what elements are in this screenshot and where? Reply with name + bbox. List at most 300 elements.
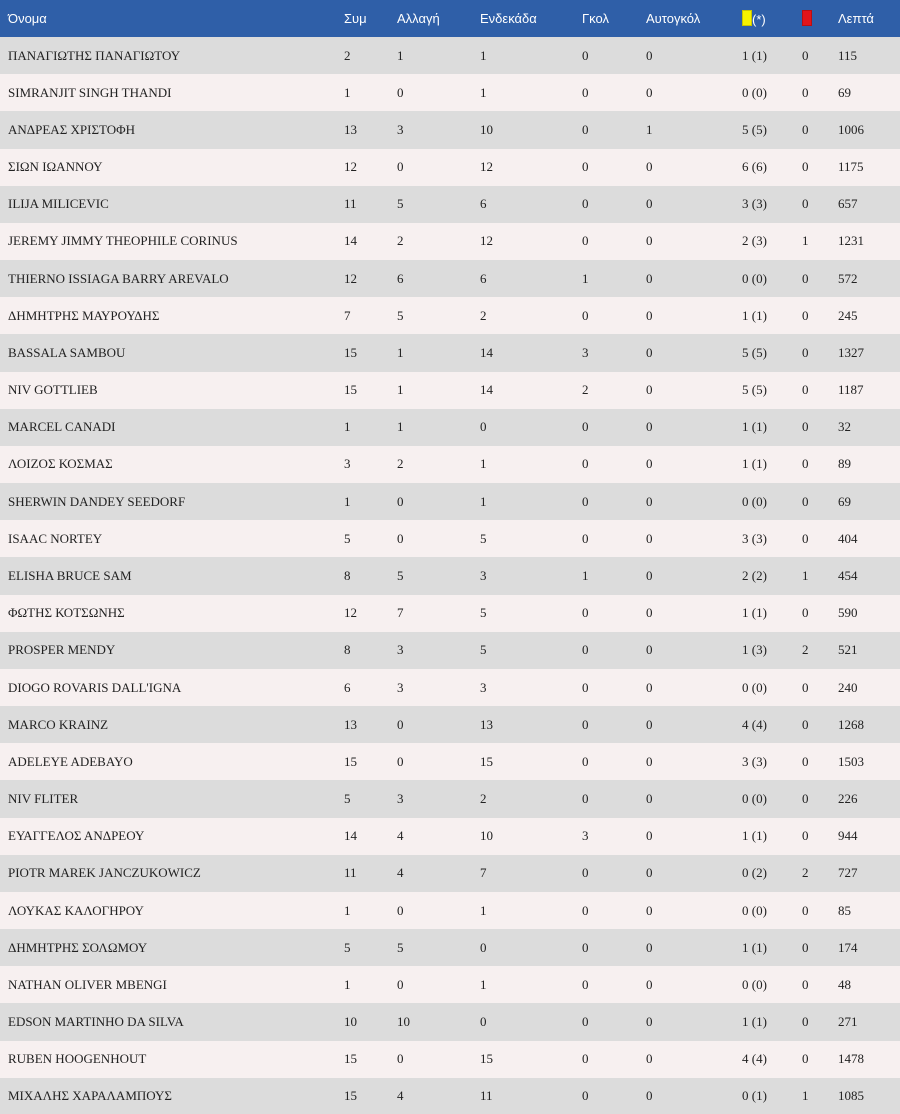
player-minutes: 115 [838, 47, 858, 63]
table-header-row [0, 0, 900, 37]
player-name[interactable]: ΜΙΧΑΛΗΣ ΧΑΡΑΛΑΜΠΟΥΣ [8, 1088, 172, 1104]
player-yellow: 1 (1) [742, 605, 767, 621]
player-name[interactable]: ILIJA MILICEVIC [8, 196, 109, 212]
player-apps: 12 [344, 270, 357, 286]
player-red: 0 [802, 939, 809, 955]
player-yellow: 4 (4) [742, 716, 767, 732]
player-start: 2 [480, 307, 487, 323]
player-start: 0 [480, 1014, 487, 1030]
player-minutes: 944 [838, 828, 858, 844]
player-red: 0 [802, 84, 809, 100]
table-row [0, 520, 900, 557]
player-goals: 0 [582, 159, 589, 175]
player-goals: 0 [582, 419, 589, 435]
player-own-goals: 0 [646, 159, 653, 175]
player-own-goals: 0 [646, 1088, 653, 1104]
player-name[interactable]: BASSALA SAMBOU [8, 344, 126, 360]
player-apps: 8 [344, 642, 351, 658]
player-sub: 2 [397, 233, 404, 249]
player-yellow: 0 (0) [742, 902, 767, 918]
player-goals: 0 [582, 233, 589, 249]
player-own-goals: 0 [646, 679, 653, 695]
player-start: 11 [480, 1088, 493, 1104]
player-sub: 5 [397, 939, 404, 955]
player-own-goals: 0 [646, 642, 653, 658]
player-yellow: 2 (2) [742, 567, 767, 583]
player-red: 1 [802, 233, 809, 249]
player-red: 0 [802, 493, 809, 509]
player-apps: 10 [344, 1014, 357, 1030]
table-row [0, 186, 900, 223]
player-own-goals: 0 [646, 270, 653, 286]
player-yellow: 3 (3) [742, 530, 767, 546]
player-minutes: 657 [838, 196, 858, 212]
col-header-apps[interactable]: Συμ [344, 11, 367, 26]
player-sub: 1 [397, 344, 404, 360]
table-row [0, 632, 900, 669]
player-apps: 15 [344, 1051, 357, 1067]
player-yellow: 6 (6) [742, 159, 767, 175]
table-row [0, 855, 900, 892]
player-sub: 3 [397, 642, 404, 658]
player-yellow: 0 (0) [742, 976, 767, 992]
player-minutes: 69 [838, 84, 851, 100]
col-header-own-goals[interactable]: Αυτογκόλ [646, 11, 701, 26]
player-goals: 0 [582, 1088, 589, 1104]
player-minutes: 590 [838, 605, 858, 621]
player-apps: 5 [344, 530, 351, 546]
player-red: 0 [802, 196, 809, 212]
player-red: 0 [802, 419, 809, 435]
player-own-goals: 0 [646, 456, 653, 472]
player-own-goals: 0 [646, 419, 653, 435]
player-minutes: 85 [838, 902, 851, 918]
player-start: 1 [480, 47, 487, 63]
player-apps: 8 [344, 567, 351, 583]
player-own-goals: 0 [646, 1051, 653, 1067]
player-start: 1 [480, 976, 487, 992]
player-sub: 0 [397, 716, 404, 732]
player-sub: 3 [397, 121, 404, 137]
player-name[interactable]: MARCO KRAINZ [8, 716, 109, 732]
player-own-goals: 0 [646, 84, 653, 100]
player-apps: 14 [344, 828, 357, 844]
player-red: 0 [802, 976, 809, 992]
player-minutes: 404 [838, 530, 858, 546]
table-row [0, 223, 900, 260]
player-sub: 0 [397, 976, 404, 992]
player-sub: 0 [397, 493, 404, 509]
col-header-start[interactable]: Ενδεκάδα [480, 11, 537, 26]
table-row [0, 1003, 900, 1040]
player-goals: 0 [582, 791, 589, 807]
player-red: 1 [802, 567, 809, 583]
player-start: 1 [480, 493, 487, 509]
player-yellow: 3 (3) [742, 753, 767, 769]
player-start: 10 [480, 121, 493, 137]
player-start: 12 [480, 159, 493, 175]
player-own-goals: 0 [646, 307, 653, 323]
player-yellow: 0 (0) [742, 679, 767, 695]
player-start: 6 [480, 270, 487, 286]
player-minutes: 48 [838, 976, 851, 992]
player-own-goals: 0 [646, 196, 653, 212]
player-name[interactable]: ΠΑΝΑΓΙΩΤΗΣ ΠΑΝΑΓΙΩΤΟΥ [8, 47, 181, 63]
player-goals: 0 [582, 1051, 589, 1067]
player-sub: 0 [397, 530, 404, 546]
player-minutes: 1175 [838, 159, 864, 175]
player-red: 2 [802, 642, 809, 658]
player-red: 0 [802, 307, 809, 323]
col-header-goals[interactable]: Γκολ [582, 11, 609, 26]
table-row [0, 743, 900, 780]
player-sub: 0 [397, 84, 404, 100]
red-card-icon [802, 10, 812, 26]
player-minutes: 89 [838, 456, 851, 472]
player-goals: 0 [582, 605, 589, 621]
player-apps: 12 [344, 159, 357, 175]
player-minutes: 1006 [838, 121, 864, 137]
table-row [0, 446, 900, 483]
col-header-name[interactable]: Όνομα [8, 11, 47, 26]
player-start: 10 [480, 828, 493, 844]
player-sub: 3 [397, 679, 404, 695]
player-minutes: 521 [838, 642, 858, 658]
player-yellow: 5 (5) [742, 121, 767, 137]
player-yellow: 1 (1) [742, 456, 767, 472]
table-row [0, 37, 900, 74]
player-red: 0 [802, 159, 809, 175]
player-red: 0 [802, 344, 809, 360]
player-minutes: 454 [838, 567, 858, 583]
player-yellow: 1 (3) [742, 642, 767, 658]
player-minutes: 245 [838, 307, 858, 323]
player-apps: 5 [344, 791, 351, 807]
player-goals: 0 [582, 716, 589, 732]
player-red: 0 [802, 902, 809, 918]
player-red: 2 [802, 865, 809, 881]
player-goals: 0 [582, 121, 589, 137]
player-start: 5 [480, 605, 487, 621]
col-header-red[interactable] [794, 0, 830, 37]
player-yellow: 0 (1) [742, 1088, 767, 1104]
player-own-goals: 0 [646, 902, 653, 918]
player-minutes: 727 [838, 865, 858, 881]
player-sub: 1 [397, 419, 404, 435]
player-yellow: 3 (3) [742, 196, 767, 212]
player-red: 0 [802, 121, 809, 137]
player-goals: 0 [582, 307, 589, 323]
player-apps: 1 [344, 84, 351, 100]
player-yellow: 1 (1) [742, 939, 767, 955]
player-minutes: 1187 [838, 382, 864, 398]
player-name[interactable]: ΑΝΔΡΕΑΣ ΧΡΙΣΤΟΦΗ [8, 121, 136, 137]
player-yellow: 0 (2) [742, 865, 767, 881]
player-goals: 0 [582, 642, 589, 658]
player-name[interactable]: ISAAC NORTEY [8, 530, 103, 546]
col-header-yellow[interactable] [734, 0, 794, 37]
player-name[interactable]: MARCEL CANADI [8, 419, 116, 435]
player-sub: 5 [397, 567, 404, 583]
player-yellow: 0 (0) [742, 493, 767, 509]
player-own-goals: 0 [646, 791, 653, 807]
player-goals: 1 [582, 270, 589, 286]
player-goals: 0 [582, 84, 589, 100]
player-minutes: 32 [838, 419, 851, 435]
player-name[interactable]: JEREMY JIMMY THEOPHILE CORINUS [8, 233, 238, 249]
player-goals: 0 [582, 753, 589, 769]
player-goals: 0 [582, 976, 589, 992]
player-own-goals: 1 [646, 121, 653, 137]
player-apps: 2 [344, 47, 351, 63]
player-minutes: 240 [838, 679, 858, 695]
player-start: 13 [480, 716, 493, 732]
player-apps: 13 [344, 716, 357, 732]
table-row [0, 706, 900, 743]
player-apps: 11 [344, 196, 357, 212]
player-name[interactable]: ELISHA BRUCE SAM [8, 567, 132, 583]
player-apps: 15 [344, 1088, 357, 1104]
player-minutes: 226 [838, 791, 858, 807]
player-name[interactable]: NATHAN OLIVER MBENGI [8, 976, 167, 992]
player-red: 0 [802, 679, 809, 695]
player-name[interactable]: SHERWIN DANDEY SEEDORF [8, 493, 186, 509]
player-goals: 2 [582, 382, 589, 398]
player-name[interactable]: RUBEN HOOGENHOUT [8, 1051, 147, 1067]
player-goals: 0 [582, 47, 589, 63]
player-own-goals: 0 [646, 493, 653, 509]
player-own-goals: 0 [646, 753, 653, 769]
player-goals: 0 [582, 456, 589, 472]
player-apps: 1 [344, 976, 351, 992]
player-red: 0 [802, 456, 809, 472]
player-yellow: 1 (1) [742, 1014, 767, 1030]
table-row [0, 929, 900, 966]
player-minutes: 572 [838, 270, 858, 286]
player-sub: 4 [397, 1088, 404, 1104]
player-name[interactable]: ΕΥΑΓΓΕΛΟΣ ΑΝΔΡΕΟΥ [8, 828, 145, 844]
player-yellow: 1 (1) [742, 419, 767, 435]
player-yellow: 1 (1) [742, 47, 767, 63]
player-start: 1 [480, 84, 487, 100]
player-apps: 3 [344, 456, 351, 472]
player-apps: 6 [344, 679, 351, 695]
player-red: 0 [802, 753, 809, 769]
player-own-goals: 0 [646, 530, 653, 546]
player-goals: 0 [582, 530, 589, 546]
player-name[interactable]: THIERNO ISSIAGA BARRY AREVALO [8, 270, 229, 286]
player-own-goals: 0 [646, 865, 653, 881]
player-yellow: 2 (3) [742, 233, 767, 249]
player-start: 12 [480, 233, 493, 249]
player-minutes: 1478 [838, 1051, 864, 1067]
player-red: 0 [802, 716, 809, 732]
player-goals: 0 [582, 1014, 589, 1030]
col-header-sub[interactable]: Αλλαγή [397, 11, 440, 26]
player-name[interactable]: NIV GOTTLIEB [8, 382, 98, 398]
player-start: 5 [480, 530, 487, 546]
player-start: 14 [480, 382, 493, 398]
player-sub: 1 [397, 382, 404, 398]
player-minutes: 1231 [838, 233, 864, 249]
table-row [0, 1041, 900, 1078]
player-yellow: 5 (5) [742, 382, 767, 398]
player-sub: 3 [397, 791, 404, 807]
player-sub: 10 [397, 1014, 410, 1030]
table-row [0, 372, 900, 409]
table-row [0, 557, 900, 594]
table-row [0, 483, 900, 520]
player-yellow: 1 (1) [742, 307, 767, 323]
player-red: 0 [802, 270, 809, 286]
player-name[interactable]: SIMRANJIT SINGH THANDI [8, 84, 172, 100]
player-minutes: 174 [838, 939, 858, 955]
player-sub: 0 [397, 753, 404, 769]
player-yellow: 4 (4) [742, 1051, 767, 1067]
player-minutes: 69 [838, 493, 851, 509]
player-start: 5 [480, 642, 487, 658]
player-sub: 0 [397, 159, 404, 175]
player-start: 15 [480, 1051, 493, 1067]
table-row [0, 892, 900, 929]
player-name[interactable]: EDSON MARTINHO DA SILVA [8, 1014, 184, 1030]
table-row [0, 111, 900, 148]
table-row [0, 780, 900, 817]
player-name[interactable]: PIOTR MAREK JANCZUKOWICZ [8, 865, 201, 881]
player-sub: 5 [397, 196, 404, 212]
table-row [0, 966, 900, 1003]
player-start: 15 [480, 753, 493, 769]
player-own-goals: 0 [646, 233, 653, 249]
player-sub: 6 [397, 270, 404, 286]
player-sub: 0 [397, 1051, 404, 1067]
player-name[interactable]: ΔΗΜΗΤΡΗΣ ΣΟΛΩΜΟΥ [8, 939, 148, 955]
player-start: 3 [480, 679, 487, 695]
player-red: 0 [802, 828, 809, 844]
player-own-goals: 0 [646, 976, 653, 992]
player-sub: 7 [397, 605, 404, 621]
player-name[interactable]: ΣΙΩΝ ΙΩΑΝΝΟΥ [8, 159, 103, 175]
player-name[interactable]: ADELEYE ADEBAYO [8, 753, 133, 769]
player-sub: 1 [397, 47, 404, 63]
player-goals: 0 [582, 679, 589, 695]
player-goals: 0 [582, 939, 589, 955]
player-red: 0 [802, 791, 809, 807]
player-apps: 1 [344, 493, 351, 509]
player-name[interactable]: ΔΗΜΗΤΡΗΣ ΜΑΥΡΟΥΔΗΣ [8, 307, 160, 323]
player-start: 2 [480, 791, 487, 807]
table-row [0, 260, 900, 297]
player-apps: 11 [344, 865, 357, 881]
player-red: 0 [802, 1014, 809, 1030]
table-row [0, 74, 900, 111]
player-apps: 1 [344, 419, 351, 435]
player-sub: 4 [397, 828, 404, 844]
player-red: 0 [802, 530, 809, 546]
player-own-goals: 0 [646, 344, 653, 360]
player-red: 0 [802, 47, 809, 63]
player-minutes: 1503 [838, 753, 864, 769]
yellow-header-suffix: (*) [752, 12, 766, 27]
player-goals: 3 [582, 344, 589, 360]
player-apps: 7 [344, 307, 351, 323]
player-minutes: 1268 [838, 716, 864, 732]
player-start: 1 [480, 902, 487, 918]
player-sub: 0 [397, 902, 404, 918]
player-yellow: 5 (5) [742, 344, 767, 360]
player-apps: 15 [344, 753, 357, 769]
player-own-goals: 0 [646, 47, 653, 63]
table-row [0, 1078, 900, 1114]
player-red: 1 [802, 1088, 809, 1104]
player-apps: 15 [344, 382, 357, 398]
player-goals: 0 [582, 902, 589, 918]
player-apps: 13 [344, 121, 357, 137]
table-row [0, 818, 900, 855]
player-apps: 12 [344, 605, 357, 621]
player-start: 14 [480, 344, 493, 360]
player-name[interactable]: PROSPER MENDY [8, 642, 116, 658]
player-start: 3 [480, 567, 487, 583]
col-header-minutes[interactable]: Λεπτά [838, 11, 874, 26]
table-row [0, 409, 900, 446]
player-minutes: 271 [838, 1014, 858, 1030]
player-goals: 1 [582, 567, 589, 583]
player-red: 0 [802, 382, 809, 398]
player-own-goals: 0 [646, 382, 653, 398]
player-apps: 15 [344, 344, 357, 360]
player-goals: 3 [582, 828, 589, 844]
player-name[interactable]: DIOGO ROVARIS DALL'IGNA [8, 679, 182, 695]
player-apps: 1 [344, 902, 351, 918]
player-goals: 0 [582, 865, 589, 881]
player-sub: 4 [397, 865, 404, 881]
table-row [0, 334, 900, 371]
table-row [0, 595, 900, 632]
player-red: 0 [802, 1051, 809, 1067]
player-red: 0 [802, 605, 809, 621]
player-own-goals: 0 [646, 939, 653, 955]
player-name[interactable]: NIV FLITER [8, 791, 79, 807]
player-own-goals: 0 [646, 716, 653, 732]
player-yellow: 1 (1) [742, 828, 767, 844]
player-start: 1 [480, 456, 487, 472]
player-yellow: 0 (0) [742, 791, 767, 807]
player-sub: 2 [397, 456, 404, 472]
player-sub: 5 [397, 307, 404, 323]
table-row [0, 297, 900, 334]
player-start: 0 [480, 939, 487, 955]
player-name[interactable]: ΛΟΙΖΟΣ ΚΟΣΜΑΣ [8, 456, 113, 472]
player-goals: 0 [582, 196, 589, 212]
player-own-goals: 0 [646, 567, 653, 583]
player-start: 6 [480, 196, 487, 212]
player-goals: 0 [582, 493, 589, 509]
player-yellow: 0 (0) [742, 270, 767, 286]
player-name[interactable]: ΦΩΤΗΣ ΚΟΤΣΩΝΗΣ [8, 605, 125, 621]
player-apps: 5 [344, 939, 351, 955]
player-name[interactable]: ΛΟΥΚΑΣ ΚΑΛΟΓΗΡΟΥ [8, 902, 144, 918]
player-minutes: 1085 [838, 1088, 864, 1104]
player-start: 0 [480, 419, 487, 435]
table-row [0, 669, 900, 706]
yellow-card-icon [742, 10, 752, 26]
player-own-goals: 0 [646, 828, 653, 844]
player-start: 7 [480, 865, 487, 881]
player-yellow: 0 (0) [742, 84, 767, 100]
player-own-goals: 0 [646, 1014, 653, 1030]
table-body [0, 37, 900, 1114]
